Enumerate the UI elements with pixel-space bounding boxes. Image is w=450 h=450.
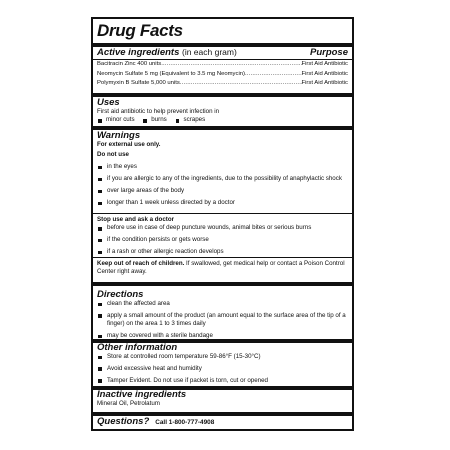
list-item: may be covered with a sterile bandage [97,332,348,340]
uses-list [97,116,348,124]
panel-title: Drug Facts [97,21,183,40]
uses-heading: Uses [97,97,120,108]
divider [93,257,352,258]
list-item: apply a small amount of the product (an amount equal to the surface area of the tip of a finger) on the area 1 to 3 times daily [97,312,348,329]
directions-section [97,289,348,341]
warnings-section [97,130,348,207]
do-not-use-heading: Do not use [97,151,129,159]
other-information-heading: Other information [97,342,178,353]
list-item: over large areas of the body [97,187,348,195]
list-item: if a rash or other allergic reaction develops [97,248,348,256]
list-item: longer than 1 week unless directed by a doctor [97,199,348,207]
inactive-ingredients-text: Mineral Oil, Petrolatum [97,400,160,407]
list-item: in the eyes [97,163,348,171]
uses-text: First aid antibiotic to help prevent infection in [97,108,220,115]
list-item: if the condition persists or gets worse [97,236,348,244]
other-information-section [97,342,348,385]
divider [93,282,352,286]
warnings-heading: Warnings [97,130,141,141]
active-ingredients-header [97,47,348,58]
keep-out-section [97,260,348,277]
drug-facts-panel [91,17,354,431]
directions-heading: Directions [97,289,144,300]
keep-out-bold: Keep out of reach of children. [97,260,185,267]
list-item: before use in case of deep puncture wounds, animal bites or serious burns [97,224,348,232]
purpose-heading: Purpose [309,47,348,58]
questions-heading: Questions? [97,416,150,427]
stop-use-section [97,216,348,257]
list-item: clean the affected area [97,300,348,308]
inactive-ingredients-heading: Inactive ingredients [97,389,187,400]
divider [93,213,352,214]
list-item: scrapes [175,116,206,124]
keep-out-text: If swallowed, get medical help or contact a Poison Control Center right away. [97,260,345,276]
ingredient-row: Polymyxin B Sulfate 5,000 units ..... First Aid Antibiotic [97,79,348,89]
ingredient-row: Neomycin Sulfate 5 mg (Equivalent to 3.5 mg Neomycin) ..... First Aid Antibiotic [97,70,348,80]
phone-number: Call 1-800-777-4908 [155,419,215,426]
external-use-text: For external use only. [97,141,161,148]
list-item: Tamper Evident. Do not use if packet is torn, cut or opened [97,377,348,385]
ingredient-row: Bacitracin Zinc 400 units ..... First Aid Antibiotic [97,60,348,70]
list-item: minor cuts [97,116,135,124]
stop-use-heading: Stop use and ask a doctor [97,216,175,223]
active-ingredients-subheading: (in each gram) [182,47,237,57]
active-ingredients-heading: Active ingredients [97,47,180,58]
active-ingredients-section [97,47,348,89]
questions-section [97,416,348,427]
uses-section [97,97,348,125]
list-item: Store at controlled room temperature 59-86°F (15-30°C) [97,353,348,361]
list-item: Avoid excessive heat and humidity [97,365,348,373]
list-item: if you are allergic to any of the ingredients, due to the possibility of anaphylactic shock [97,175,348,183]
list-item: burns [142,116,166,124]
inactive-ingredients-section [97,389,348,408]
